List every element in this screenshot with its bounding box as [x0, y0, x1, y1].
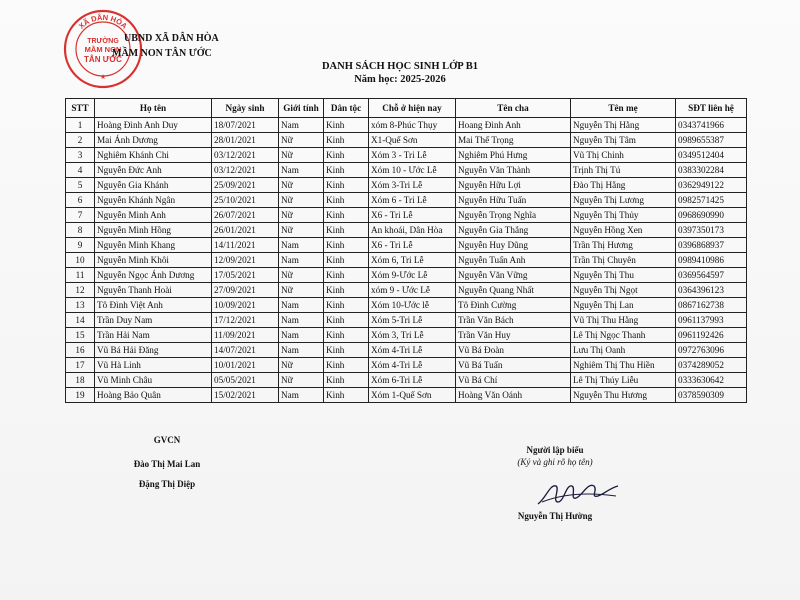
header-gender: Giới tính: [279, 99, 324, 118]
cell-dob: 03/12/2021: [212, 148, 279, 163]
table-row: [66, 253, 747, 268]
cell-stt: 2: [66, 133, 95, 148]
document-title: [250, 60, 550, 86]
cell-stt: 13: [66, 298, 95, 313]
student-table: [65, 98, 747, 403]
cell-ethnicity: Kinh: [324, 328, 369, 343]
cell-stt: 4: [66, 163, 95, 178]
cell-gender: Nữ: [279, 148, 324, 163]
cell-name: Trần Duy Nam: [95, 313, 212, 328]
cell-name: Mai Ánh Dương: [95, 133, 212, 148]
cell-dob: 25/10/2021: [212, 193, 279, 208]
stamp-line-2: MẦM NON: [84, 45, 122, 54]
title-main: DANH SÁCH HỌC SINH LỚP B1: [321, 61, 479, 72]
cell-mother: Lê Thị Ngọc Thanh: [571, 328, 676, 343]
cell-dob: 17/05/2021: [212, 268, 279, 283]
cell-dob: 15/02/2021: [212, 388, 279, 403]
cell-phone: 0982571425: [676, 193, 747, 208]
cell-mother: Nghiêm Thị Thu Hiền: [571, 358, 676, 373]
cell-name: Nguyễn Thanh Hoài: [95, 283, 212, 298]
cell-address: Xóm 3 - Tri Lễ: [369, 148, 456, 163]
cell-address: Xóm 9-Ước Lễ: [369, 268, 456, 283]
cell-name: Vũ Hà Linh: [95, 358, 212, 373]
cell-name: Trần Hải Nam: [95, 328, 212, 343]
cell-father: Tô Đình Cường: [456, 298, 571, 313]
cell-phone: 0349512404: [676, 148, 747, 163]
cell-stt: 7: [66, 208, 95, 223]
cell-father: Nguyễn Gia Thắng: [456, 223, 571, 238]
cell-dob: 27/09/2021: [212, 283, 279, 298]
header-ethnicity: Dân tộc: [324, 99, 369, 118]
preparer-note: (Ký và ghi rõ họ tên): [517, 457, 593, 467]
cell-ethnicity: Kinh: [324, 118, 369, 133]
cell-gender: Nam: [279, 343, 324, 358]
svg-text:★: ★: [99, 73, 107, 81]
cell-name: Nguyễn Minh Khôi: [95, 253, 212, 268]
cell-father: Nguyễn Huy Dũng: [456, 238, 571, 253]
cell-mother: Trịnh Thị Tú: [571, 163, 676, 178]
cell-stt: 5: [66, 178, 95, 193]
cell-dob: 14/07/2021: [212, 343, 279, 358]
handwritten-signature: [532, 472, 622, 512]
cell-stt: 18: [66, 373, 95, 388]
header-phone: SĐT liên hệ: [676, 99, 747, 118]
cell-father: Nguyễn Tuấn Anh: [456, 253, 571, 268]
cell-address: Xóm 3-Tri Lễ: [369, 178, 456, 193]
cell-gender: Nữ: [279, 208, 324, 223]
cell-phone: 0989410986: [676, 253, 747, 268]
table-row: [66, 238, 747, 253]
cell-name: Nguyễn Khánh Ngân: [95, 193, 212, 208]
cell-phone: 0374289052: [676, 358, 747, 373]
table-row: [66, 313, 747, 328]
cell-gender: Nữ: [279, 133, 324, 148]
cell-ethnicity: Kinh: [324, 283, 369, 298]
table-row: [66, 388, 747, 403]
teacher-signature-block: [112, 434, 222, 490]
cell-name: Vũ Bá Hải Đăng: [95, 343, 212, 358]
cell-father: Hoàng Văn Oánh: [456, 388, 571, 403]
cell-name: Nghiêm Khánh Chi: [95, 148, 212, 163]
cell-address: Xóm 4-Tri Lễ: [369, 343, 456, 358]
cell-father: Vũ Bá Đoàn: [456, 343, 571, 358]
cell-address: Xóm 5-Tri Lễ: [369, 313, 456, 328]
cell-gender: Nữ: [279, 373, 324, 388]
cell-father: Nghiêm Phú Hưng: [456, 148, 571, 163]
table-row: [66, 343, 747, 358]
cell-address: Xóm 6-Tri Lễ: [369, 373, 456, 388]
cell-name: Nguyễn Minh Hồng: [95, 223, 212, 238]
cell-stt: 15: [66, 328, 95, 343]
cell-address: X1-Quế Sơn: [369, 133, 456, 148]
cell-gender: Nữ: [279, 178, 324, 193]
table-row: [66, 178, 747, 193]
cell-mother: Nguyễn Thị Tâm: [571, 133, 676, 148]
cell-phone: 0989655387: [676, 133, 747, 148]
cell-phone: 0362949122: [676, 178, 747, 193]
cell-father: Trần Văn Huy: [456, 328, 571, 343]
cell-mother: Vũ Thị Chinh: [571, 148, 676, 163]
table-row: [66, 193, 747, 208]
cell-mother: Nguyễn Thị Hằng: [571, 118, 676, 133]
cell-stt: 14: [66, 313, 95, 328]
header-line-1: UBND XÃ DÂN HÒA: [124, 33, 219, 44]
cell-father: Nguyễn Hữu Lợi: [456, 178, 571, 193]
cell-gender: Nam: [279, 313, 324, 328]
cell-gender: Nữ: [279, 358, 324, 373]
cell-father: Nguyễn Văn Thành: [456, 163, 571, 178]
cell-ethnicity: Kinh: [324, 148, 369, 163]
cell-father: Nguyễn Văn Vững: [456, 268, 571, 283]
cell-phone: 0968690990: [676, 208, 747, 223]
cell-ethnicity: Kinh: [324, 388, 369, 403]
cell-name: Nguyễn Gia Khánh: [95, 178, 212, 193]
cell-name: Vũ Minh Châu: [95, 373, 212, 388]
cell-phone: 0961137993: [676, 313, 747, 328]
cell-ethnicity: Kinh: [324, 253, 369, 268]
cell-mother: Đào Thị Hằng: [571, 178, 676, 193]
cell-address: Xóm 10 - Ước Lễ: [369, 163, 456, 178]
cell-ethnicity: Kinh: [324, 178, 369, 193]
teacher-name-1: Đào Thị Mai Lan: [133, 459, 201, 469]
cell-mother: Trần Thị Hương: [571, 238, 676, 253]
cell-ethnicity: Kinh: [324, 223, 369, 238]
cell-mother: Lê Thị Thúy Liễu: [571, 373, 676, 388]
cell-name: Tô Đình Việt Anh: [95, 298, 212, 313]
cell-gender: Nam: [279, 298, 324, 313]
cell-stt: 19: [66, 388, 95, 403]
cell-gender: Nữ: [279, 223, 324, 238]
cell-gender: Nam: [279, 238, 324, 253]
stamp-line-1: TRƯỜNG: [87, 38, 119, 45]
cell-dob: 12/09/2021: [212, 253, 279, 268]
header-dob: Ngày sinh: [212, 99, 279, 118]
cell-address: xóm 8-Phúc Thụy: [369, 118, 456, 133]
cell-mother: Nguyễn Thị Thủy: [571, 208, 676, 223]
cell-mother: Trần Thị Chuyên: [571, 253, 676, 268]
cell-ethnicity: Kinh: [324, 163, 369, 178]
cell-ethnicity: Kinh: [324, 343, 369, 358]
cell-mother: Nguyễn Hồng Xen: [571, 223, 676, 238]
cell-name: Hoàng Đình Anh Duy: [95, 118, 212, 133]
cell-mother: Nguyễn Thu Hương: [571, 388, 676, 403]
header-line-2: MẦM NON TÂN ƯỚC: [112, 48, 212, 59]
table-row: [66, 328, 747, 343]
cell-dob: 26/07/2021: [212, 208, 279, 223]
table-row: [66, 223, 747, 238]
cell-father: Hoang Đình Anh: [456, 118, 571, 133]
cell-mother: Lưu Thị Oanh: [571, 343, 676, 358]
table-row: [66, 283, 747, 298]
cell-phone: 0378590309: [676, 388, 747, 403]
cell-ethnicity: Kinh: [324, 208, 369, 223]
cell-father: Nguyễn Quang Nhất: [456, 283, 571, 298]
cell-name: Nguyễn Minh Anh: [95, 208, 212, 223]
cell-name: Nguyễn Minh Khang: [95, 238, 212, 253]
cell-ethnicity: Kinh: [324, 268, 369, 283]
cell-father: Vũ Bá Chí: [456, 373, 571, 388]
table-row: [66, 148, 747, 163]
cell-phone: 0383302284: [676, 163, 747, 178]
header-father: Tên cha: [456, 99, 571, 118]
stamp-top-text: XÃ DÂN HÒA: [77, 12, 129, 31]
cell-gender: Nữ: [279, 193, 324, 208]
cell-gender: Nam: [279, 118, 324, 133]
cell-ethnicity: Kinh: [324, 238, 369, 253]
cell-dob: 03/12/2021: [212, 163, 279, 178]
header-name: Họ tên: [95, 99, 212, 118]
table-row: [66, 373, 747, 388]
cell-address: Xóm 1-Quế Sơn: [369, 388, 456, 403]
header-mother: Tên mẹ: [571, 99, 676, 118]
stamp-line-3: TÂN ƯỚC: [84, 55, 122, 64]
cell-stt: 17: [66, 358, 95, 373]
cell-mother: Nguyễn Thị Lương: [571, 193, 676, 208]
table-row: [66, 298, 747, 313]
cell-gender: Nam: [279, 163, 324, 178]
preparer-name: Nguyễn Thị Hường: [517, 511, 593, 521]
cell-stt: 16: [66, 343, 95, 358]
cell-dob: 10/01/2021: [212, 358, 279, 373]
cell-mother: Nguyễn Thị Thu: [571, 268, 676, 283]
header-address: Chỗ ở hiện nay: [369, 99, 456, 118]
cell-stt: 9: [66, 238, 95, 253]
cell-phone: 0369564597: [676, 268, 747, 283]
cell-phone: 0972763096: [676, 343, 747, 358]
cell-stt: 8: [66, 223, 95, 238]
cell-dob: 26/01/2021: [212, 223, 279, 238]
table-row: [66, 163, 747, 178]
cell-address: X6 - Tri Lễ: [369, 208, 456, 223]
cell-phone: 0396868937: [676, 238, 747, 253]
cell-stt: 12: [66, 283, 95, 298]
cell-gender: Nữ: [279, 283, 324, 298]
cell-father: Nguyễn Hữu Tuấn: [456, 193, 571, 208]
cell-phone: 0333630642: [676, 373, 747, 388]
cell-gender: Nữ: [279, 268, 324, 283]
cell-phone: 0867162738: [676, 298, 747, 313]
cell-ethnicity: Kinh: [324, 298, 369, 313]
cell-father: Vũ Bá Tuấn: [456, 358, 571, 373]
cell-gender: Nam: [279, 328, 324, 343]
cell-dob: 11/09/2021: [212, 328, 279, 343]
document-header: [112, 31, 219, 61]
cell-phone: 0961192426: [676, 328, 747, 343]
header-stt: STT: [66, 99, 95, 118]
cell-father: Mai Thế Trọng: [456, 133, 571, 148]
title-year: Năm học: 2025-2026: [354, 74, 446, 85]
table-row: [66, 133, 747, 148]
cell-dob: 10/09/2021: [212, 298, 279, 313]
cell-stt: 3: [66, 148, 95, 163]
cell-address: Xóm 10-Ước lễ: [369, 298, 456, 313]
cell-phone: 0343741966: [676, 118, 747, 133]
cell-address: Xóm 4-Tri Lễ: [369, 358, 456, 373]
cell-dob: 17/12/2021: [212, 313, 279, 328]
cell-dob: 14/11/2021: [212, 238, 279, 253]
cell-address: An khoái, Dân Hòa: [369, 223, 456, 238]
table-header-row: [66, 99, 747, 118]
cell-dob: 25/09/2021: [212, 178, 279, 193]
cell-gender: Nam: [279, 388, 324, 403]
cell-ethnicity: Kinh: [324, 373, 369, 388]
table-row: [66, 208, 747, 223]
cell-father: Trần Văn Bách: [456, 313, 571, 328]
cell-dob: 18/07/2021: [212, 118, 279, 133]
cell-ethnicity: Kinh: [324, 358, 369, 373]
cell-ethnicity: Kinh: [324, 133, 369, 148]
cell-ethnicity: Kinh: [324, 313, 369, 328]
cell-address: Xóm 6 - Tri Lễ: [369, 193, 456, 208]
cell-stt: 10: [66, 253, 95, 268]
cell-address: xóm 9 - Ước Lễ: [369, 283, 456, 298]
cell-stt: 1: [66, 118, 95, 133]
table-row: [66, 358, 747, 373]
cell-dob: 05/05/2021: [212, 373, 279, 388]
cell-mother: Nguyễn Thị Ngọt: [571, 283, 676, 298]
cell-phone: 0397350173: [676, 223, 747, 238]
preparer-role: Người lập biểu: [526, 445, 584, 455]
cell-ethnicity: Kinh: [324, 193, 369, 208]
cell-gender: Nam: [279, 253, 324, 268]
cell-stt: 6: [66, 193, 95, 208]
table-row: [66, 268, 747, 283]
cell-name: Hoàng Bảo Quân: [95, 388, 212, 403]
teacher-name-2: Đặng Thị Diệp: [138, 479, 196, 489]
teacher-role: GVCN: [153, 435, 181, 445]
cell-dob: 28/01/2021: [212, 133, 279, 148]
cell-address: Xóm 6, Tri Lễ: [369, 253, 456, 268]
table-row: [66, 118, 747, 133]
cell-phone: 0364396123: [676, 283, 747, 298]
cell-mother: Nguyễn Thị Lan: [571, 298, 676, 313]
cell-father: Nguyễn Trọng Nghĩa: [456, 208, 571, 223]
table-body: [66, 118, 747, 403]
cell-mother: Vũ Thị Thu Hằng: [571, 313, 676, 328]
cell-name: Nguyễn Đức Anh: [95, 163, 212, 178]
cell-stt: 11: [66, 268, 95, 283]
cell-address: Xóm 3, Tri Lễ: [369, 328, 456, 343]
cell-name: Nguyễn Ngọc Ánh Dương: [95, 268, 212, 283]
cell-address: X6 - Tri Lễ: [369, 238, 456, 253]
